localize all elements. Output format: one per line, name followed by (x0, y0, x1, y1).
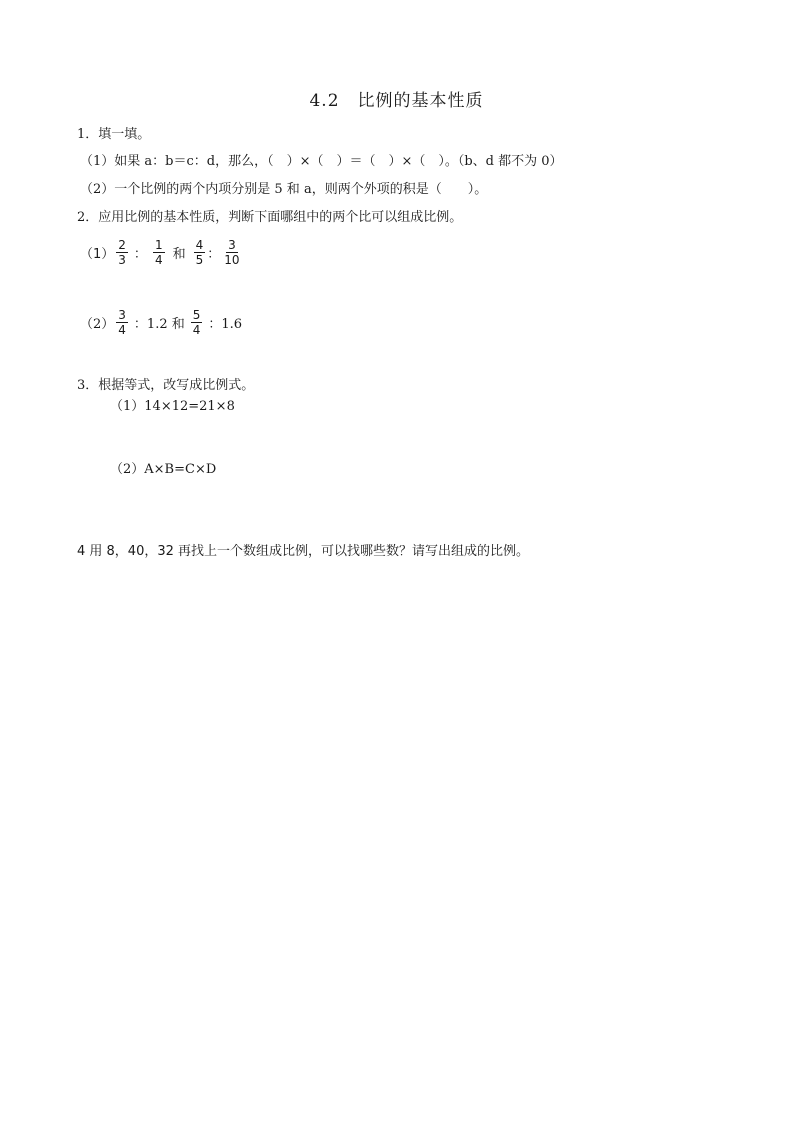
fraction (222, 238, 241, 267)
fraction (194, 238, 206, 267)
fraction (191, 308, 203, 337)
numerator: 1 (154, 237, 163, 252)
denominator: 4 (192, 322, 201, 337)
question-4: 4 用 8，40，32 再找上一个数组成比例，可以找哪些数？请写出组成的比例。 (77, 544, 530, 559)
fraction (116, 238, 128, 267)
fraction (153, 238, 165, 267)
question-3-part-2: （2）A×B=C×D (110, 462, 217, 477)
question-3-heading: 3．根据等式，改写成比例式。 (77, 378, 255, 393)
ratio-colon: ： (133, 246, 147, 262)
question-1-heading: 1．填一填。 (77, 127, 151, 142)
question-2-part-2 (80, 302, 246, 342)
fraction (116, 308, 128, 337)
question-2-heading: 2．应用比例的基本性质，判断下面哪组中的两个比可以组成比例。 (77, 210, 463, 225)
question-1-part-2: （2）一个比例的两个内项分别是 5 和 a，则两个外项的积是（ ）。 (80, 182, 488, 197)
and-word: 和 (172, 246, 186, 262)
part-label: （2） (80, 316, 115, 332)
numerator: 4 (195, 237, 204, 252)
denominator: 4 (118, 322, 126, 337)
page-title: 4.2 比例的基本性质 (309, 91, 484, 111)
denominator: 10 (224, 252, 240, 267)
numerator: 3 (228, 237, 236, 252)
numerator: 5 (192, 307, 201, 322)
ratio-colon: ： (207, 246, 221, 262)
numerator: 2 (118, 237, 126, 252)
ratio-text: ：1.6 (208, 316, 243, 332)
question-2-part-1 (80, 232, 244, 272)
part-label: （1） (80, 246, 115, 262)
question-3-part-1: （1）14×12=21×8 (110, 399, 235, 414)
question-1-part-1: （1）如果 a：b＝c：d，那么，（ ）×（ ）＝（ ）×（ ）。（b、d 都不为 0） (80, 154, 563, 169)
ratio-text: ：1.2 和 (133, 316, 185, 332)
denominator: 3 (118, 252, 126, 267)
denominator: 4 (154, 252, 163, 267)
numerator: 3 (118, 307, 126, 322)
denominator: 5 (195, 252, 204, 267)
